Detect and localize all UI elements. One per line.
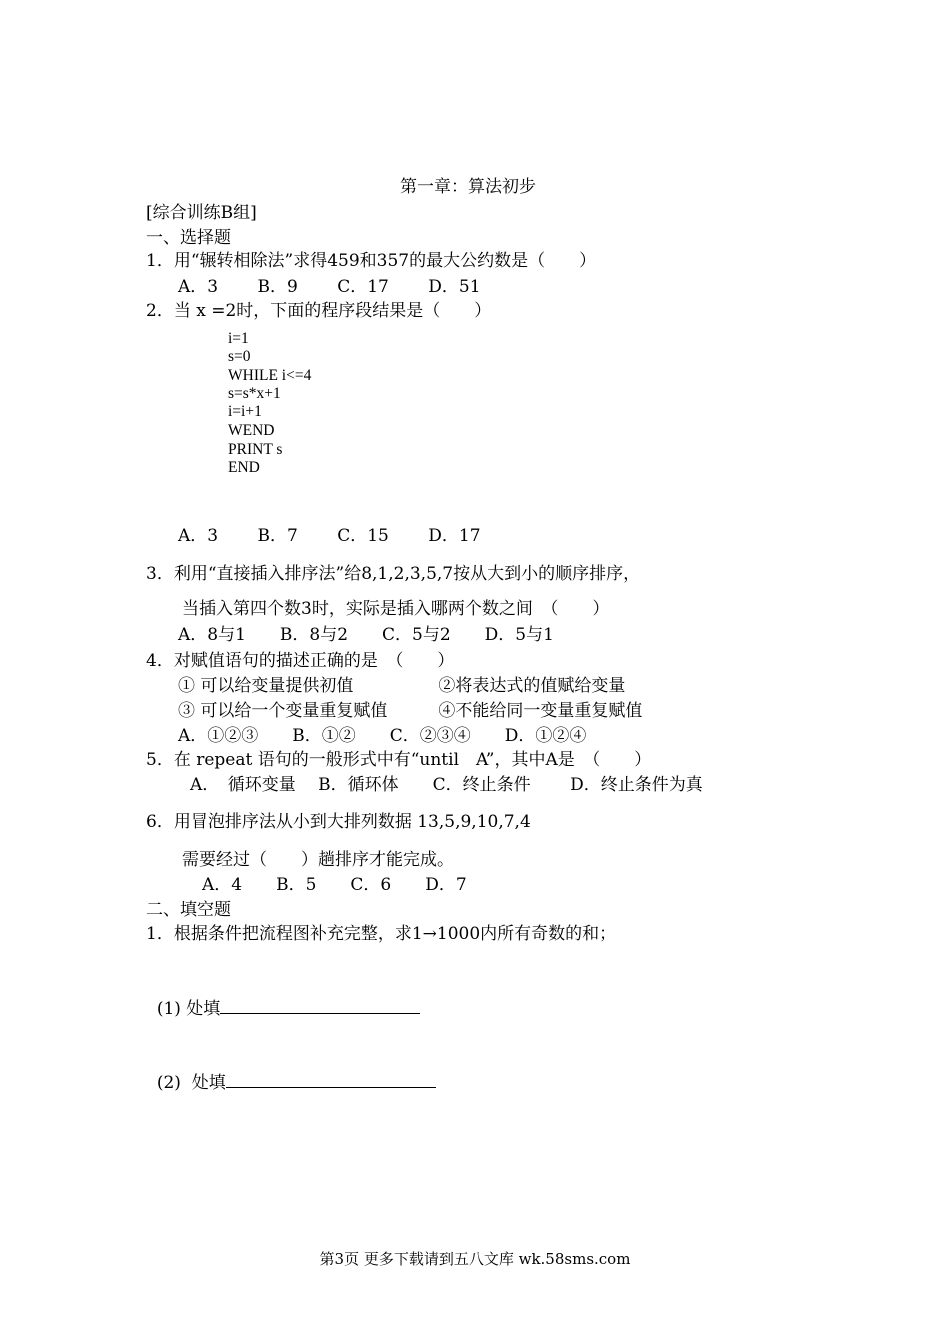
section-heading-choice: 一、选择题 xyxy=(146,228,231,248)
code-line: i=i+1 xyxy=(228,403,262,420)
question-6-options: A．4 B．5 C．6 D．7 xyxy=(202,875,467,895)
code-line: s=s*x+1 xyxy=(228,385,281,402)
question-2-stem: 2．当 x =2时，下面的程序段结果是（ ） xyxy=(146,301,492,321)
code-line: WHILE i<=4 xyxy=(228,367,312,384)
page-footer: 第3页 更多下载请到五八文库 wk.58sms.com xyxy=(319,1250,631,1268)
code-line: i=1 xyxy=(228,330,249,347)
question-1-stem: 1．用“辗转相除法”求得459和357的最大公约数是（ ） xyxy=(146,251,597,271)
code-line: END xyxy=(228,459,260,476)
question-1-options: A．3 B．9 C．17 D．51 xyxy=(178,277,481,297)
question-4-statements-1: ① 可以给变量提供初值 ②将表达式的值赋给变量 xyxy=(178,676,626,696)
code-line: PRINT s xyxy=(228,441,283,458)
question-6-stem-continued: 需要经过（ ）趟排序才能完成。 xyxy=(182,850,454,870)
question-6-stem: 6．用冒泡排序法从小到大排列数据 13,5,9,10,7,4 xyxy=(146,812,531,832)
section-heading-fill: 二、填空题 xyxy=(146,900,231,920)
blank-2 xyxy=(146,1049,436,1094)
blank-1-label: (1) 处填 xyxy=(156,999,221,1019)
code-line: WEND xyxy=(228,422,275,439)
question-5-options: A． 循环变量 B．循环体 C．终止条件 D．终止条件为真 xyxy=(190,775,703,795)
page-title: 第一章：算法初步 xyxy=(400,177,536,197)
blank-2-label: (2) 处填 xyxy=(156,1073,226,1093)
blank-1 xyxy=(146,975,420,1020)
question-3-stem: 3．利用“直接插入排序法”给8,1,2,3,5,7按从大到小的顺序排序， xyxy=(146,564,641,584)
question-4-options: A．①②③ B．①② C．②③④ D．①②④ xyxy=(178,726,587,746)
question-4-statements-2: ③ 可以给一个变量重复赋值 ④不能给同一变量重复赋值 xyxy=(178,701,643,721)
question-5-stem: 5．在 repeat 语句的一般形式中有“until A”，其中A是 （ ） xyxy=(146,750,652,770)
question-3-options: A．8与1 B．8与2 C．5与2 D．5与1 xyxy=(178,625,554,645)
group-label: [综合训练B组] xyxy=(146,203,257,223)
question-2-options: A．3 B．7 C．15 D．17 xyxy=(178,526,481,546)
fill-question-1-stem: 1．根据条件把流程图补充完整，求1→1000内所有奇数的和； xyxy=(146,924,617,944)
code-line: s=0 xyxy=(228,348,251,365)
blank-1-line xyxy=(220,997,420,1014)
blank-2-line xyxy=(226,1071,436,1088)
question-4-stem: 4．对赋值语句的描述正确的是 （ ） xyxy=(146,651,455,671)
question-3-stem-continued: 当插入第四个数3时，实际是插入哪两个数之间 （ ） xyxy=(182,599,610,619)
